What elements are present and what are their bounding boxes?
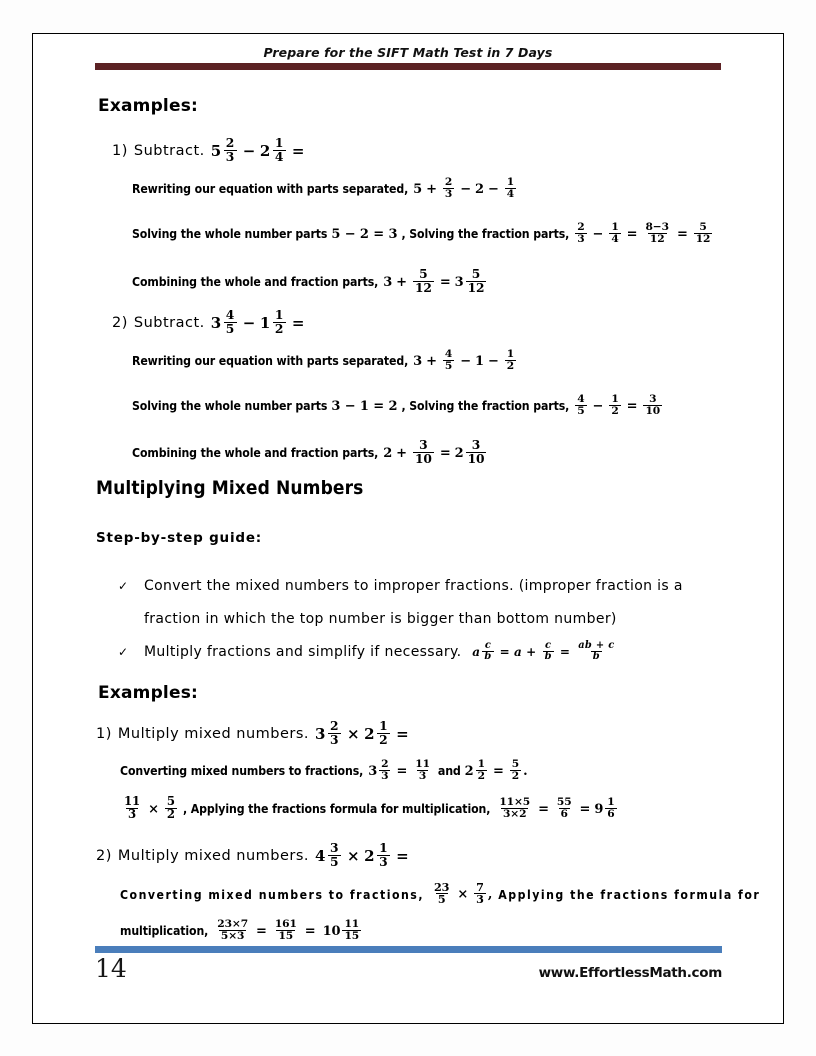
multiply-problem-1-step-1: Converting mixed numbers to fractions, 3 $\frac{2}{3}$ = $\frac{11}{3}$ and 2 $\frac{1}{2}$ = $\frac{5}{2}$ . — [120, 757, 528, 782]
problem-1-label: 1) — [112, 143, 128, 160]
multiply-problem-2-prompt: Multiply mixed numbers. — [117, 848, 310, 865]
running-head: Prepare for the SIFT Math Test in 7 Days — [263, 45, 553, 60]
multiply-problem-2-result: $\frac{23\times 7}{5\times 3}$ = $\frac{161}{15}$ = 10 $\frac{11}{15}$ — [217, 917, 360, 942]
multiply-problem-1-expression: 3 $\frac{2}{3}$ × 2 $\frac{1}{2}$ = — [315, 718, 410, 747]
problem-2 — [112, 307, 309, 336]
problem-1-expression: 5 $\frac{2}{3}$ − 2 $\frac{1}{4}$ = — [210, 135, 305, 164]
guide-bullet-1 — [118, 570, 724, 636]
problem-1-step-2: Solving the whole number parts 5 − 2 = 3 , Solving the fraction parts, $\frac{2}{3}$ − $\frac{1}{4}$ = $\frac{8-3}{12}$ = $\frac{5}{12}$ — [132, 223, 714, 246]
examples-heading-subtract: Examples: — [98, 96, 199, 116]
multiply-problem-2-step-1: Converting mixed numbers to fractions, $\frac{23}{5}$ × $\frac{7}{3}$ , Applying the fractions formula for — [120, 880, 761, 907]
examples-heading-multiply: Examples: — [98, 683, 199, 703]
guide-bullet-2 — [118, 636, 724, 669]
section-heading-multiplying: Multiplying Mixed Numbers — [96, 477, 364, 499]
check-icon: ✓ — [118, 645, 129, 659]
problem-2-whole-calc: 3 − 1 = 2 — [331, 398, 398, 414]
check-icon: ✓ — [118, 579, 129, 593]
multiply-problem-1-label: 1) — [96, 726, 112, 743]
problem-1-whole-calc: 5 − 2 = 3 — [331, 226, 398, 242]
page-content — [32, 33, 784, 1024]
guide-bullet-1-line1: Convert the mixed numbers to improper fractions. (improper fraction is a — [144, 578, 683, 594]
problem-2-step-2: Solving the whole number parts 3 − 1 = 2 , Solving the fraction parts, $\frac{4}{5}$ − $\frac{1}{2}$ = $\frac{3}{10}$ — [132, 395, 664, 418]
footer-rule — [95, 946, 722, 953]
multiply-problem-2 — [96, 840, 413, 869]
multiply-problem-1 — [96, 718, 413, 747]
problem-2-frac-calc: $\frac{4}{5}$ − $\frac{1}{2}$ = $\frac{3}{10}$ — [577, 392, 661, 417]
problem-1-frac-calc: $\frac{2}{3}$ − $\frac{1}{4}$ = $\frac{8-3}{12}$ = $\frac{5}{12}$ — [577, 220, 711, 245]
problem-2-label: 2) — [112, 315, 128, 332]
multiply-problem-2-label: 2) — [96, 848, 112, 865]
problem-1 — [112, 135, 309, 164]
problem-1-step-1: Rewriting our equation with parts separated, 5 + $\frac{2}{3}$ − 2 − $\frac{1}{4}$ — [132, 178, 518, 201]
problem-2-step-1-math: 3 + $\frac{4}{5}$ − 1 − $\frac{1}{2}$ — [413, 347, 515, 372]
step-by-step-guide-heading: Step-by-step guide: — [96, 530, 262, 546]
multiply-problem-1-lead-frac: $\frac{11}{3}$ × $\frac{5}{2}$ — [124, 794, 175, 821]
multiply-problem-1-step-1-math: 3 $\frac{2}{3}$ = $\frac{11}{3}$ and 2 $\frac{1}{2}$ = $\frac{5}{2}$ . — [368, 757, 528, 782]
problem-2-step-3-math: 2 + $\frac{3}{10}$ = 2 $\frac{3}{10}$ — [383, 437, 485, 466]
page-number: 14 — [95, 954, 127, 983]
guide-bullet-2-line1: Multiply fractions and simplify if necessary. — [144, 644, 462, 660]
multiply-problem-2-step-2: multiplication, $\frac{23\times 7}{5\times 3}$ = $\frac{161}{15}$ = 10 $\frac{11}{15}$ — [120, 920, 363, 943]
guide-bullet-1-line2: fraction in which the top number is bigger than bottom number) — [144, 611, 617, 627]
problem-2-step-1: Rewriting our equation with parts separated, 3 + $\frac{4}{5}$ − 1 − $\frac{1}{2}$ — [132, 350, 518, 373]
problem-2-expression: 3 $\frac{4}{5}$ − 1 $\frac{1}{2}$ = — [210, 307, 305, 336]
guide-bullet-2-formula: a $\frac{c}{b}$ = a + $\frac{c}{b}$ = $\frac{ab + c}{b}$ — [472, 639, 615, 662]
header-rule — [95, 63, 721, 70]
problem-2-prompt: Subtract. — [133, 315, 205, 332]
multiply-problem-2-fractions: $\frac{23}{5}$ × $\frac{7}{3}$ , — [433, 880, 493, 907]
multiply-problem-1-step-2: $\frac{11}{3}$ × $\frac{5}{2}$ , Applying the fractions formula for multiplication, $\frac{11\times 5}{3\times 2}$ = $\frac{55}{6}$ = 9 $\frac{1}{6}$ — [120, 797, 619, 822]
multiply-problem-1-prompt: Multiply mixed numbers. — [117, 726, 310, 743]
problem-1-step-3-math: 3 + $\frac{5}{12}$ = 3 $\frac{5}{12}$ — [383, 266, 485, 295]
problem-2-step-3: Combining the whole and fraction parts, 2 + $\frac{3}{10}$ = 2 $\frac{3}{10}$ — [132, 440, 488, 466]
multiply-problem-2-expression: 4 $\frac{3}{5}$ × 2 $\frac{1}{3}$ = — [315, 840, 410, 869]
problem-1-prompt: Subtract. — [133, 143, 205, 160]
website-url[interactable]: www.EffortlessMath.com — [538, 965, 722, 981]
multiply-problem-1-result: $\frac{11\times 5}{3\times 2}$ = $\frac{55}{6}$ = 9 $\frac{1}{6}$ — [499, 795, 615, 820]
problem-1-step-3: Combining the whole and fraction parts, 3 + $\frac{5}{12}$ = 3 $\frac{5}{12}$ — [132, 269, 488, 295]
problem-1-step-1-math: 5 + $\frac{2}{3}$ − 2 − $\frac{1}{4}$ — [413, 175, 515, 200]
